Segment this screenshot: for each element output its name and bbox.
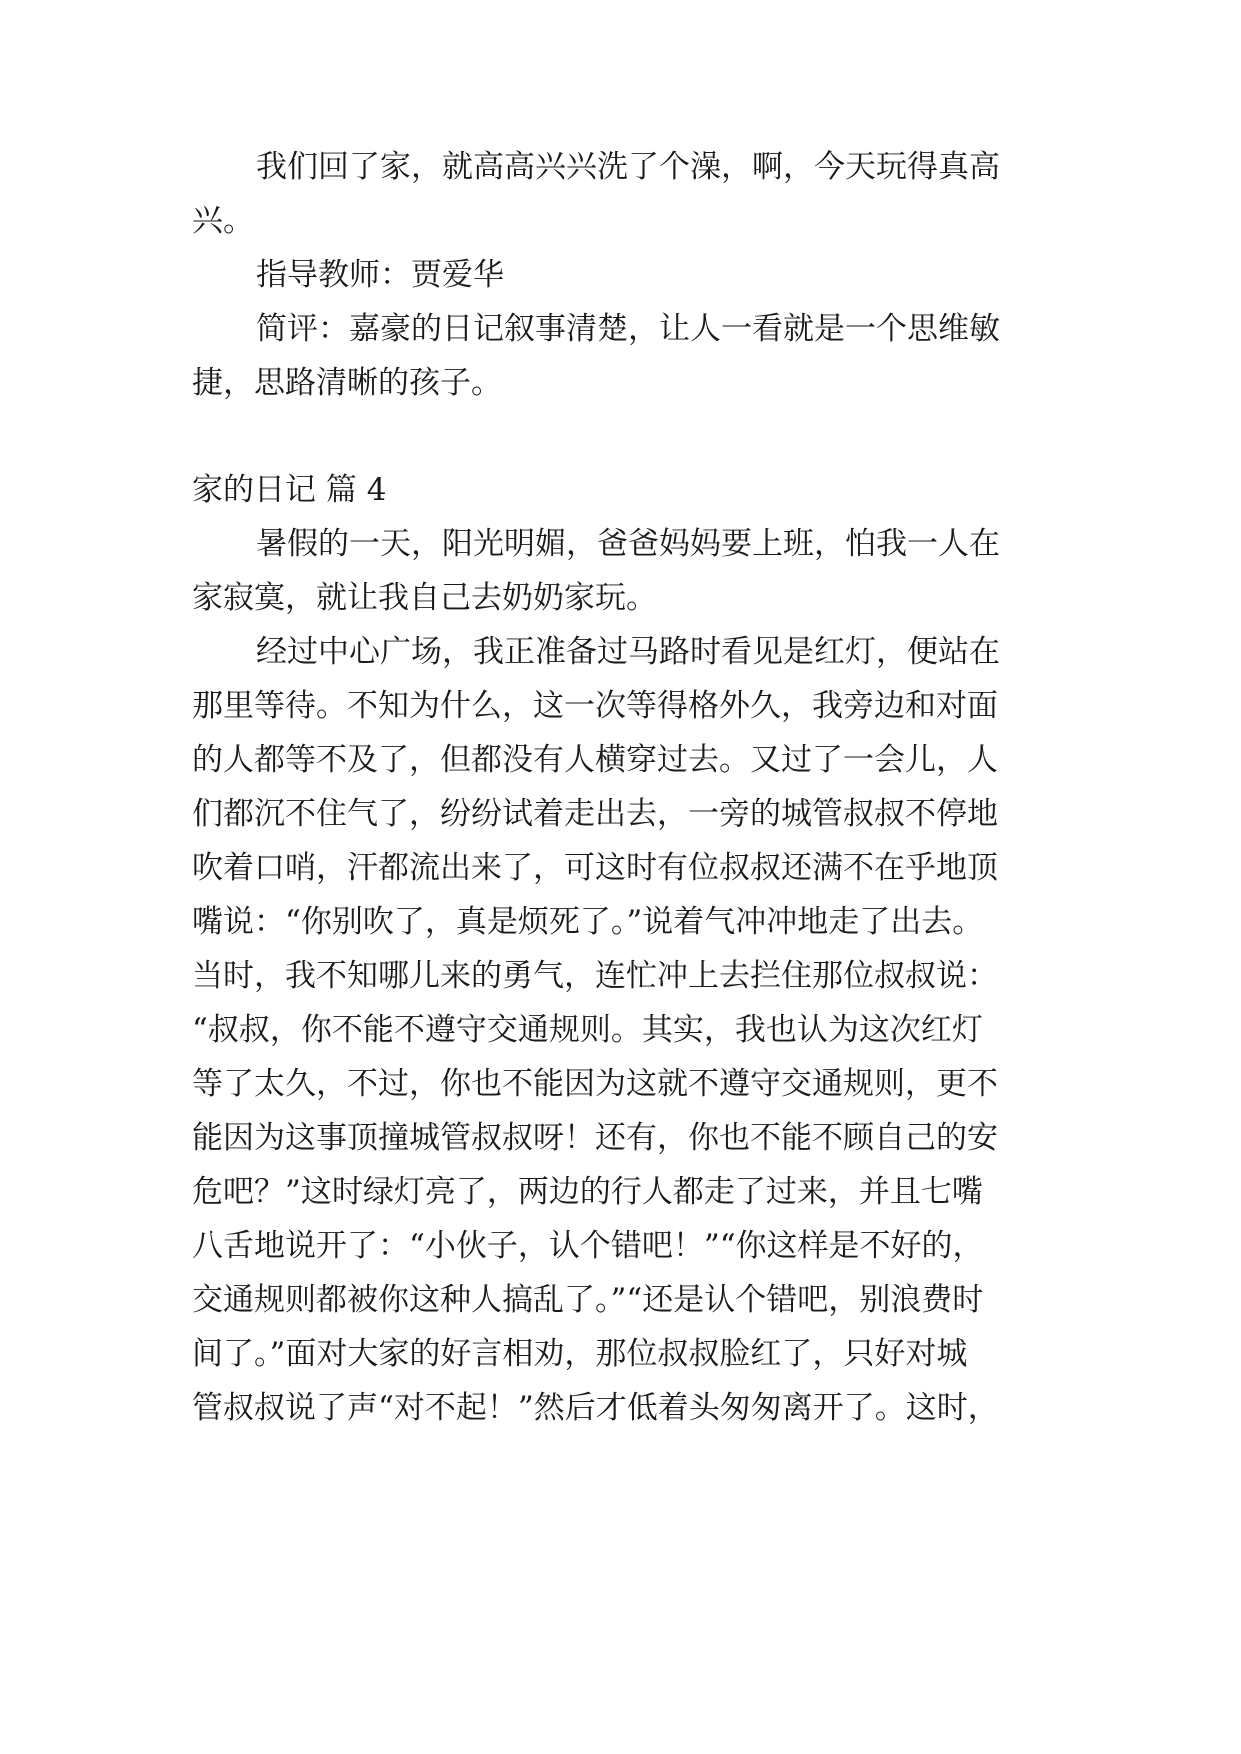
comment-line: 简评：嘉豪的日记叙事清楚，让人一看就是一个思维敏	[256, 311, 1000, 347]
paragraph-line: 嘴说：“你别吹了，真是烦死了。”说着气冲冲地走了出去。	[192, 904, 984, 940]
comment-line: 捷，思路清晰的孩子。	[192, 365, 502, 401]
paragraph-line: 等了太久，不过，你也不能因为这就不遵守交通规则，更不	[192, 1066, 998, 1102]
paragraph-line: 兴。	[192, 203, 254, 239]
paragraph-line: 能因为这事顶撞城管叔叔呀！还有，你也不能不顾自己的安	[192, 1120, 998, 1156]
paragraph-line: 吹着口哨，汗都流出来了，可这时有位叔叔还满不在乎地顶	[192, 850, 998, 886]
paragraph-line: 当时，我不知哪儿来的勇气，连忙冲上去拦住那位叔叔说：	[192, 958, 998, 994]
paragraph-line: 危吧？”这时绿灯亮了，两边的行人都走了过来，并且七嘴	[192, 1174, 983, 1210]
teacher-credit: 指导教师：贾爱华	[256, 257, 504, 293]
paragraph-line: 家寂寞，就让我自己去奶奶家玩。	[192, 580, 657, 616]
paragraph-line: 那里等待。不知为什么，这一次等得格外久，我旁边和对面	[192, 688, 998, 724]
paragraph-line: 经过中心广场，我正准备过马路时看见是红灯，便站在	[256, 634, 1000, 670]
paragraph-line: 们都沉不住气了，纷纷试着走出去，一旁的城管叔叔不停地	[192, 796, 998, 832]
paragraph-line: “叔叔，你不能不遵守交通规则。其实，我也认为这次红灯	[192, 1012, 983, 1048]
paragraph-line: 暑假的一天，阳光明媚，爸爸妈妈要上班，怕我一人在	[256, 526, 1000, 562]
paragraph-line: 交通规则都被你这种人搞乱了。”“还是认个错吧，别浪费时	[192, 1282, 984, 1318]
paragraph-line: 我们回了家，就高高兴兴洗了个澡，啊，今天玩得真高	[256, 149, 1000, 185]
paragraph-line: 八舌地说开了：“小伙子，认个错吧！”“你这样是不好的，	[192, 1228, 984, 1264]
paragraph-line: 间了。”面对大家的好言相劝，那位叔叔脸红了，只好对城	[192, 1336, 968, 1372]
paragraph-line: 的人都等不及了，但都没有人横穿过去。又过了一会儿，人	[192, 742, 998, 778]
paragraph-line: 管叔叔说了声“对不起！”然后才低着头匆匆离开了。这时，	[192, 1390, 999, 1426]
section-title: 家的日记 篇 4	[192, 472, 387, 508]
